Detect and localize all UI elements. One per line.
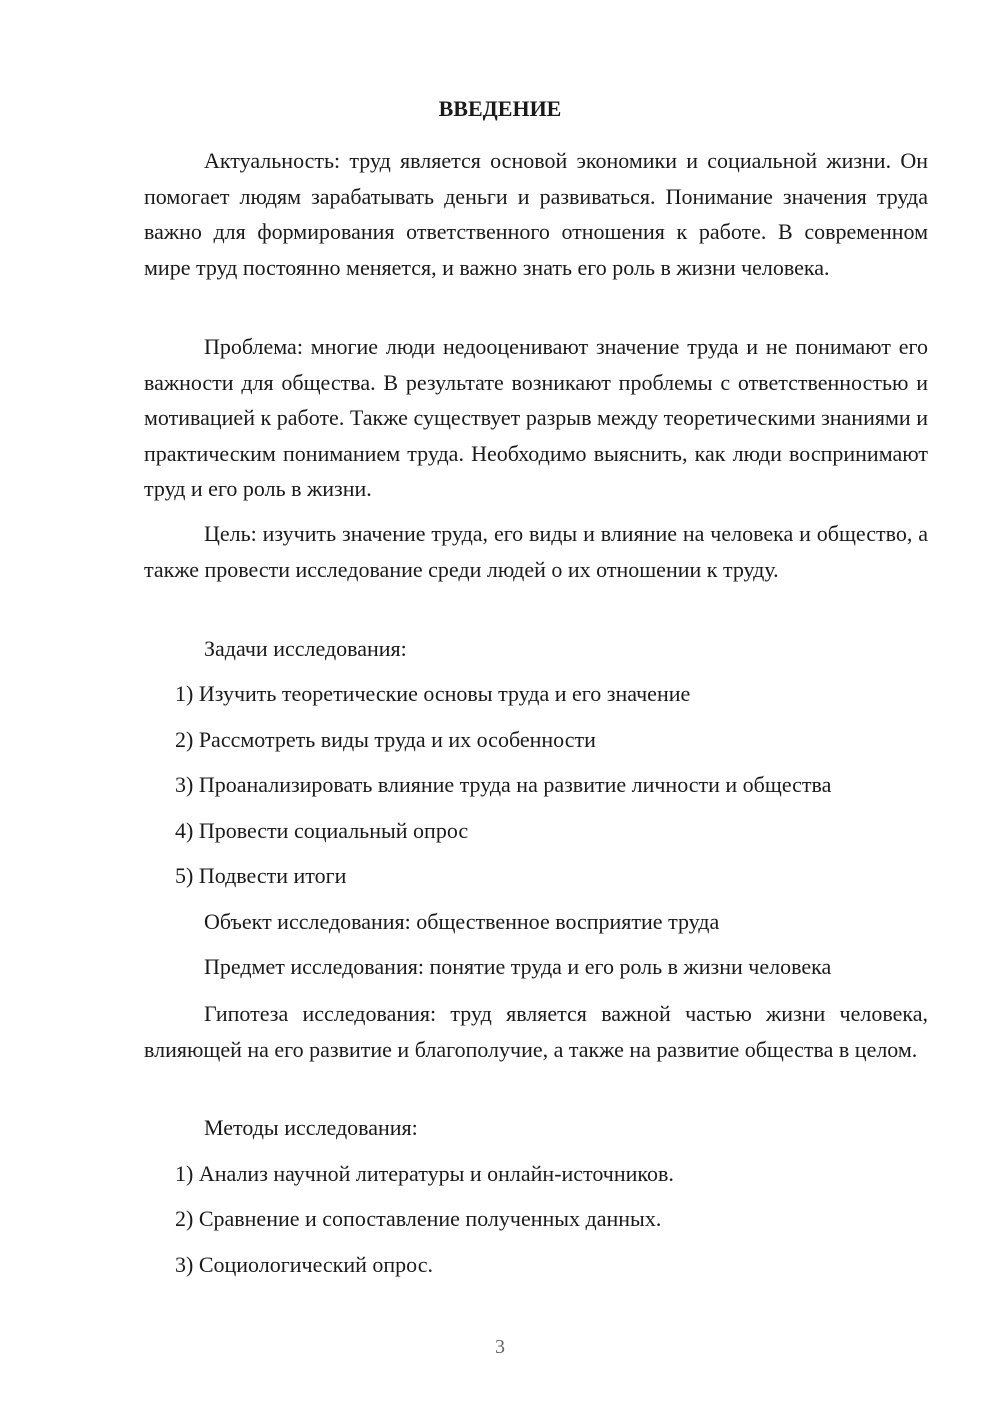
page-number: 3 [495,1336,505,1358]
page-title: ВВЕДЕНИЕ [438,96,562,121]
relevance-paragraph: Актуальность: труд является основой экономики и социальной жизни. Он помогает людям зарабатывать деньги и развиваться. Понимание значения труда важно для формирования ответственного отношения к работе. В современном мире труд постоянно меняется, и важно знать его роль в жизни человека. [144,148,928,280]
method-item: 1) Анализ научной литературы и онлайн-источников. [175,1161,674,1186]
research-subject: Предмет исследования: понятие труда и его роль в жизни человека [204,954,832,979]
method-item: 3) Социологический опрос. [175,1252,433,1277]
task-item: 3) Проанализировать влияние труда на развитие личности и общества [175,772,832,797]
method-item: 2) Сравнение и сопоставление полученных данных. [175,1206,662,1231]
problem-paragraph: Проблема: многие люди недооценивают значение труда и не понимают его важности для общества. В результате возникают проблемы с ответственностью и мотивацией к работе. Также существует разрыв между теоретическими знаниями и практическим пониманием труда. Необходимо выяснить, как люди воспринимают труд и его роль в жизни. [144,334,928,501]
task-item: 2) Рассмотреть виды труда и их особенности [175,727,596,752]
research-object: Объект исследования: общественное восприятие труда [204,909,720,934]
hypothesis-paragraph: Гипотеза исследования: труд является важной частью жизни человека, влияющей на его развитие и благополучие, а также на развитие общества в целом. [144,1001,928,1062]
methods-heading: Методы исследования: [204,1115,418,1140]
task-item: 4) Провести социальный опрос [175,818,469,843]
task-item: 1) Изучить теоретические основы труда и его значение [175,681,691,706]
tasks-heading: Задачи исследования: [204,636,407,661]
goal-paragraph: Цель: изучить значение труда, его виды и влияние на человека и общество, а также провести исследование среди людей о их отношении к труду. [144,521,928,582]
task-item: 5) Подвести итоги [175,863,347,888]
